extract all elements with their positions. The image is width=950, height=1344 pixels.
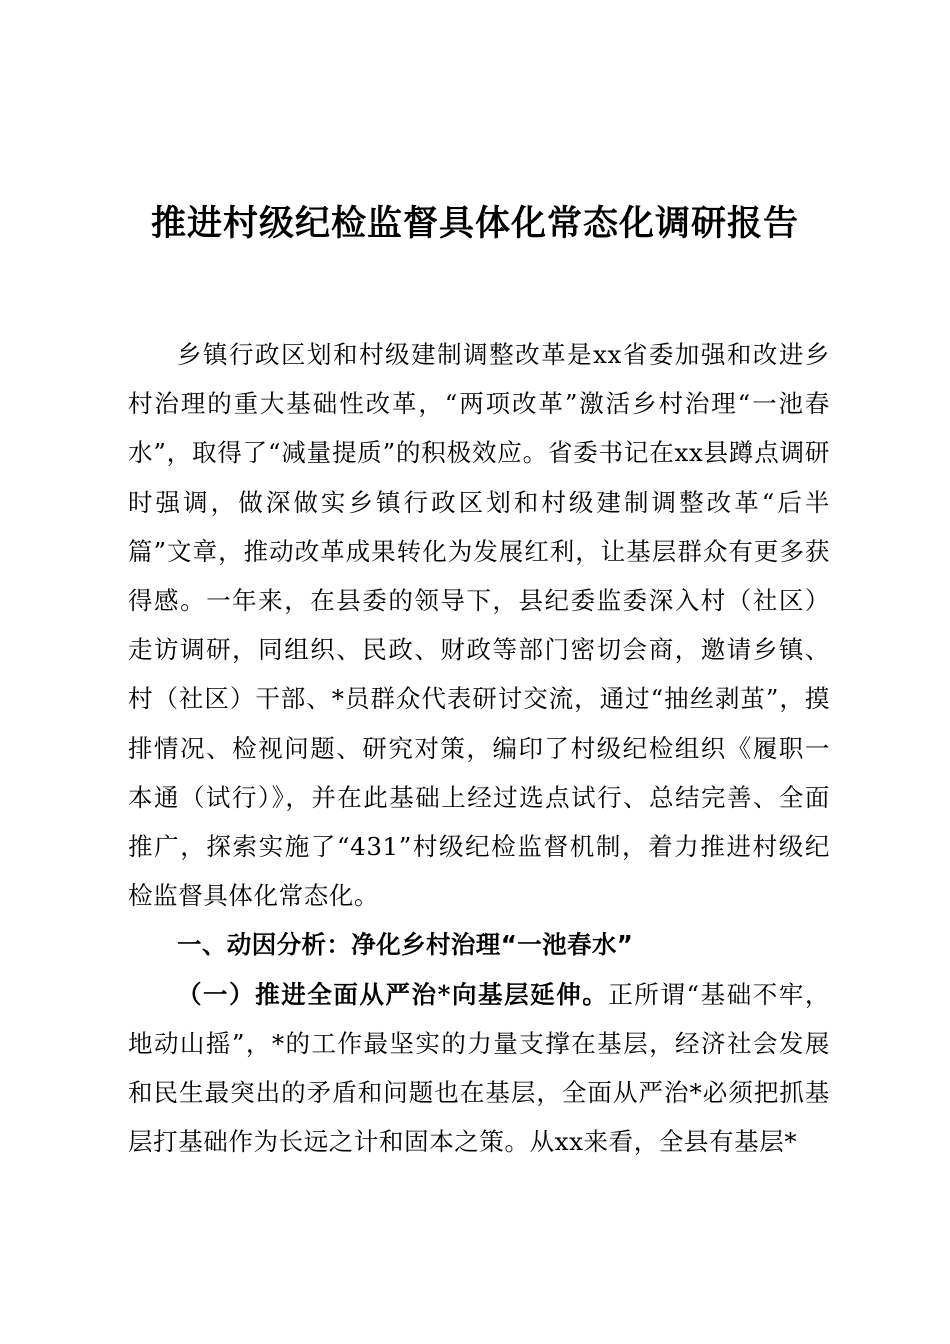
intro-paragraph: 乡镇行政区划和村级建制调整改革是xx省委加强和改进乡村治理的重大基础性改革，“两项改革”激活乡村治理“一池春水”，取得了“减量提质”的积极效应。省委书记在xx县蹲点调研时强调，做深做实乡镇行政区划和村级建制调整改革“后半篇”文章，推动改革成果转化为发展红利，让基层群众有更多获得感。一年来，在县委的领导下，县纪委监委深入村（社区）走访调研，同组织、民政、财政等部门密切会商，邀请乡镇、村（社区）干部、*员群众代表研讨交流，通过“抽丝剥茧”，摸排情况、检视问题、研究对策，编印了村级纪检组织《履职一本通（试行）》，并在此基础上经过选点试行、总结完善、全面推广，探索实施了“431”村级纪检监督机制，着力推进村级纪检监督具体化常态化。	[128, 340, 830, 911]
subsection-paragraph	[128, 970, 830, 1167]
subsection-text: 正所谓“基础不牢，地动山摇”，*的工作最坚实的力量支撑在基层，经济社会发展和民生最突出的矛盾和问题也在基层，全面从严治*必须把抓基层打基础作为长远之计和固本之策。从xx来看，全县有基层*	[128, 979, 830, 1157]
subsection-lead: （一）推进全面从严治*向基层延伸。	[177, 979, 609, 1009]
document-body	[128, 330, 830, 1166]
document-title: 推进村级纪检监督具体化常态化调研报告	[150, 203, 799, 244]
section-heading: 一、动因分析：净化乡村治理“一池春水”	[177, 930, 634, 960]
